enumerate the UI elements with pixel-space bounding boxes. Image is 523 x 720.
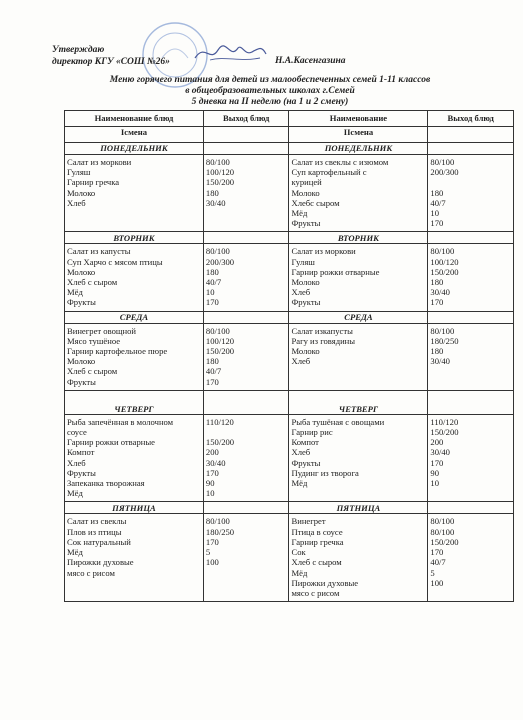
header-dish-name-left: Наименование блюд [65, 111, 204, 127]
dish-name: мясо с рисом [67, 567, 115, 578]
menu-table [64, 110, 514, 602]
day-empty-right [428, 311, 514, 323]
dish-name: Хлеб с сыром [67, 277, 118, 288]
header-row [65, 111, 514, 127]
day-name-left: ВТОРНИК [65, 232, 204, 244]
dish-names-left [65, 323, 204, 390]
dish-outputs-right [428, 244, 514, 311]
dish-name: Рыба тушёная с овощами [291, 416, 385, 427]
dish-output: 180 [205, 356, 219, 367]
dish-name: Суп Харчо с мясом птицы [67, 256, 163, 267]
dish-outputs-right [428, 514, 514, 602]
dish-output: 5 [430, 567, 435, 578]
dish-output: 100 [205, 557, 219, 568]
dish-name: Гарнир гречка [67, 177, 120, 188]
dish-row [65, 514, 514, 602]
dish-output: 150/200 [205, 177, 235, 188]
dish-output: 40/7 [430, 557, 446, 568]
dish-name: Гарнир гречка [291, 536, 344, 547]
dish-outputs-right [428, 155, 514, 232]
header-output-left: Выход блюд [203, 111, 289, 127]
dish-output: 180 [205, 266, 219, 277]
approve-label: Утверждаю [52, 45, 105, 55]
dish-output: 170 [430, 547, 444, 558]
dish-name: Винегрет овощной [67, 325, 136, 336]
day-empty-left [203, 143, 289, 155]
dish-output: 10 [205, 287, 215, 298]
dish-name: Фрукты [67, 297, 96, 308]
dish-output: 30/40 [430, 447, 450, 458]
dish-names-left [65, 414, 204, 502]
dish-output: 80/100 [430, 526, 455, 537]
dish-name: Запеканка творожная [67, 478, 145, 489]
handwritten-signature [190, 38, 270, 68]
dish-name: Салат изкапусты [291, 325, 353, 336]
dish-name: Хлеб [291, 447, 311, 458]
dish-output: 170 [205, 376, 219, 387]
dish-name: Фрукты [67, 376, 96, 387]
dish-names-right [289, 244, 428, 311]
dish-name: Молоко [291, 187, 320, 198]
dish-output [206, 427, 287, 437]
day-empty-left [203, 390, 289, 414]
dish-outputs-right [428, 323, 514, 390]
dish-name: Фрукты [291, 297, 321, 308]
dish-output: 5 [205, 547, 211, 558]
dish-row [65, 155, 514, 232]
dish-output: 40/7 [430, 197, 446, 208]
dish-name: Пудинг из творога [291, 467, 359, 478]
dish-outputs-left [203, 414, 289, 502]
dish-name: Сок натуральный [67, 536, 131, 547]
dish-output: 30/40 [205, 197, 226, 208]
dish-name: Мёд [291, 208, 308, 219]
dish-output: 170 [430, 457, 444, 468]
dish-output: 80/100 [205, 246, 230, 257]
dish-name: Мёд [291, 478, 308, 489]
dish-output: 80/100 [430, 325, 455, 336]
dish-outputs-left [203, 323, 289, 390]
dish-name: Фрукты [67, 467, 96, 478]
day-row [65, 390, 514, 414]
dish-name: Плов из птицы [67, 526, 122, 537]
dish-name: Гарнир рожки отварные [291, 266, 380, 277]
shift-right: IIсмена [289, 127, 428, 143]
dish-output [206, 568, 287, 578]
dish-output: 110/120 [430, 416, 459, 427]
dish-name: Мёд [291, 567, 308, 578]
dish-row [65, 244, 514, 311]
dish-output: 180 [430, 187, 444, 198]
dish-output: 100/120 [205, 167, 235, 178]
dish-output: 80/100 [430, 157, 455, 167]
dish-name: Хлеб с сыром [67, 366, 118, 377]
dish-output: 150/200 [430, 427, 459, 438]
dish-name: Гарнир рожки отварные [67, 437, 155, 448]
dish-name: Салат из капусты [67, 246, 131, 257]
dish-name: Хлебс сыром [291, 197, 340, 208]
dish-output: 30/40 [430, 287, 450, 298]
dish-name: Хлеб [291, 356, 311, 367]
dish-outputs-left [203, 244, 289, 311]
dish-output: 100 [430, 577, 444, 588]
dish-row [65, 414, 514, 502]
dish-output: 80/100 [205, 325, 230, 336]
dish-outputs-left [203, 514, 289, 602]
dish-name: Гуляш [291, 256, 315, 267]
day-name-right: СРЕДА [289, 311, 428, 323]
day-row [65, 143, 514, 155]
dish-output [430, 177, 511, 187]
dish-name: Мёд [67, 547, 83, 558]
dish-name: Хлеб [291, 287, 311, 298]
day-name-left: ЧЕТВЕРГ [65, 390, 204, 414]
dish-name: Гарнир картофельное пюре [67, 346, 168, 357]
day-row [65, 311, 514, 323]
dish-names-left [65, 155, 204, 232]
dish-name: Салат из свеклы с изюмом [291, 157, 389, 167]
dish-row [65, 323, 514, 390]
dish-names-right [289, 155, 428, 232]
dish-name: Хлеб с сыром [291, 557, 342, 568]
dish-name: Мясо тушёное [67, 335, 121, 346]
day-name-left: ПЯТНИЦА [65, 502, 204, 514]
dish-output: 80/100 [205, 516, 230, 527]
dish-name: Птица в соусе [291, 526, 343, 537]
dish-names-left [65, 244, 204, 311]
day-name-left: СРЕДА [65, 311, 204, 323]
dish-output: 150/200 [205, 437, 235, 448]
dish-output: 170 [205, 297, 219, 308]
dish-output: 10 [205, 488, 215, 499]
shift-row [65, 127, 514, 143]
day-empty-left [203, 232, 289, 244]
shift-left-empty [203, 127, 289, 143]
dish-output: 150/200 [205, 346, 235, 357]
dish-output: 180 [205, 187, 219, 198]
dish-output: 200 [430, 437, 444, 448]
dish-name: мясо с рисом [291, 587, 340, 598]
document-title [60, 75, 480, 108]
menu-body [65, 143, 514, 602]
dish-name: Хлеб [67, 457, 86, 468]
day-empty-left [203, 311, 289, 323]
dish-name: Фрукты [291, 457, 321, 468]
director-title: директор КГУ «СОШ №26» [52, 57, 170, 67]
dish-output: 80/100 [430, 246, 455, 257]
dish-name: Салат из свеклы [67, 516, 127, 527]
day-row [65, 232, 514, 244]
dish-output: 30/40 [205, 457, 226, 468]
dish-name: Молоко [291, 277, 320, 288]
dish-output: 180 [430, 277, 444, 288]
dish-output: 170 [430, 297, 444, 308]
dish-name: Компот [67, 447, 95, 458]
dish-name: Суп картофельный с [291, 167, 367, 178]
dish-name: соусе [67, 427, 87, 438]
dish-output: 110/120 [205, 416, 234, 427]
dish-output: 200/300 [205, 256, 235, 267]
dish-output: 100/120 [430, 256, 459, 267]
dish-name: Гуляш [67, 167, 91, 178]
day-name-right: ВТОРНИК [289, 232, 428, 244]
dish-names-right [289, 514, 428, 602]
dish-name: Мёд [67, 287, 83, 298]
title-line-2: в общеобразовательных школах г.Семей [185, 86, 355, 96]
dish-output: 180/250 [205, 526, 235, 537]
dish-output: 40/7 [205, 277, 222, 288]
dish-output: 80/100 [205, 157, 230, 167]
day-name-right: ПОНЕДЕЛЬНИК [289, 143, 428, 155]
dish-name: Гарнир рис [291, 427, 333, 438]
day-empty-right [428, 390, 514, 414]
dish-names-right [289, 414, 428, 502]
dish-output: 90 [205, 478, 215, 489]
shift-right-empty [428, 127, 514, 143]
day-name-right: ЧЕТВЕРГ [289, 390, 428, 414]
dish-output: 180 [430, 346, 444, 357]
dish-name: Фрукты [291, 218, 321, 229]
header-dish-name-right: Наименование [289, 111, 428, 127]
day-empty-right [428, 232, 514, 244]
dish-output: 100/120 [205, 335, 235, 346]
dish-output: 170 [205, 467, 219, 478]
dish-output: 150/200 [430, 536, 459, 547]
dish-name: Рыба запечённая в молочном [67, 416, 174, 427]
dish-names-left [65, 514, 204, 602]
day-empty-left [203, 502, 289, 514]
dish-name: Пирожки духовые [67, 557, 134, 568]
day-empty-right [428, 502, 514, 514]
dish-output: 170 [205, 536, 219, 547]
dish-name: Молоко [67, 187, 96, 198]
dish-name: курицей [291, 177, 322, 188]
dish-name: Салат из моркови [291, 246, 356, 257]
dish-names-right [289, 323, 428, 390]
title-line-1: Меню горячего питания для детей из малообеспеченных семей 1-11 классов [109, 75, 431, 85]
dish-output: 30/40 [430, 356, 450, 367]
dish-name: Мёд [67, 488, 83, 499]
day-name-left: ПОНЕДЕЛЬНИК [65, 143, 204, 155]
signer-name: Н.А.Касенгазина [275, 56, 346, 66]
dish-output: 40/7 [205, 366, 222, 377]
dish-output: 10 [430, 478, 439, 489]
dish-output: 150/200 [430, 266, 459, 277]
dish-output: 200/300 [430, 167, 459, 178]
dish-output: 200 [205, 447, 219, 458]
dish-output: 170 [430, 218, 444, 229]
dish-output: 180/250 [430, 335, 459, 346]
dish-name: Винегрет [291, 516, 326, 527]
dish-outputs-right [428, 414, 514, 502]
dish-name: Компот [291, 437, 319, 448]
day-row [65, 502, 514, 514]
approval-block [52, 44, 170, 68]
title-line-3: 5 дневка на II неделю (на 1 и 2 смену) [191, 97, 349, 107]
day-empty-right [428, 143, 514, 155]
dish-name: Пирожки духовые [291, 577, 359, 588]
dish-name: Молоко [291, 346, 320, 357]
dish-output: 80/100 [430, 516, 455, 527]
dish-output [430, 588, 511, 598]
dish-name: Салат из моркови [67, 157, 132, 167]
dish-outputs-left [203, 155, 289, 232]
day-name-right: ПЯТНИЦА [289, 502, 428, 514]
dish-name: Хлеб [67, 197, 86, 208]
dish-output: 90 [430, 467, 439, 478]
header-output-right: Выход блюд [428, 111, 514, 127]
dish-name: Молоко [67, 266, 96, 277]
shift-left: Iсмена [65, 127, 204, 143]
dish-name: Рагу из говядины [291, 335, 356, 346]
dish-name: Молоко [67, 356, 96, 367]
dish-name: Сок [291, 547, 306, 558]
dish-output: 10 [430, 208, 439, 219]
